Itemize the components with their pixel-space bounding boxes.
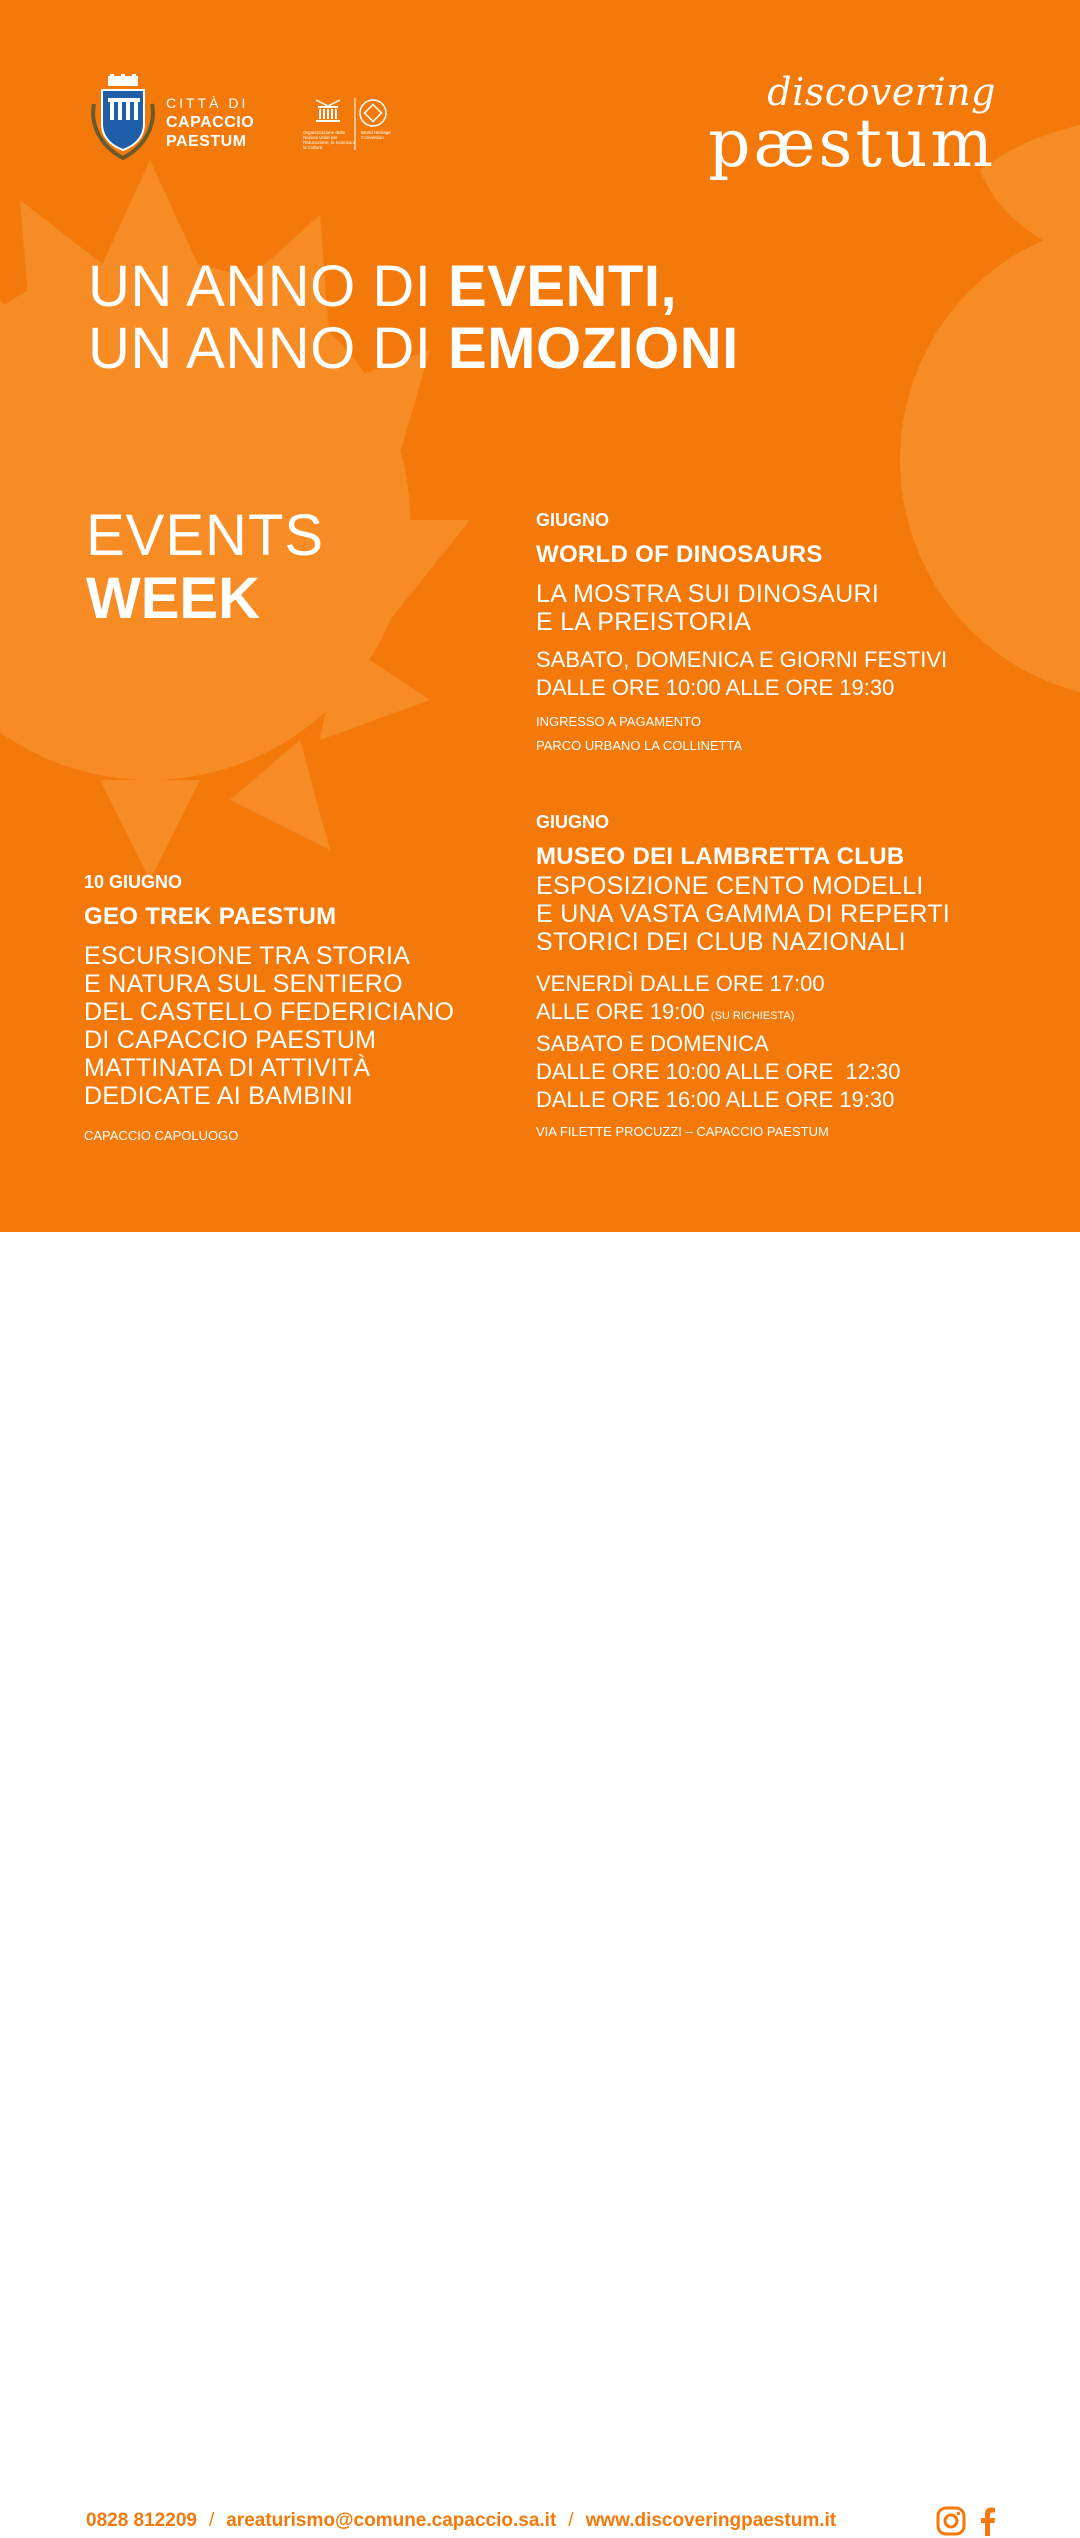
phone-link[interactable]: 0828 812209 [86,2510,197,2531]
event-location: VIA FILETTE PROCUZZI – CAPACCIO PAESTUM [536,1124,829,1139]
email-link[interactable]: areaturismo@comune.capaccio.sa.it [226,2510,557,2531]
event-description [536,872,1016,956]
event-schedule [536,970,1016,1114]
world-heritage-icon [358,98,388,128]
desc-line: DEDICATE AI BAMBINI [84,1082,354,1110]
note-line: INGRESSO A PAGAMENTO [536,714,701,729]
event-month: GIUGNO [536,812,610,832]
event-geo-trek [84,871,504,1148]
facebook-icon[interactable] [978,2506,996,2536]
event-title: GEO TREK PAESTUM [84,903,337,930]
crest-icon [88,74,158,162]
headline-line1 [88,256,739,318]
headline-line2-bold: EMOZIONI [448,316,739,381]
event-notes [536,710,1006,758]
headline [88,256,739,380]
social-links [936,2506,1000,2538]
brand-logo [708,70,996,182]
events-week-light: EVENTS [86,503,325,568]
contact-bar [86,2510,836,2532]
brand-line1: discovering [767,70,996,114]
schedule-line: DALLE ORE 10:00 ALLE ORE 19:30 [536,675,895,700]
event-title: WORLD OF DINOSAURS [536,541,823,568]
city-name [166,94,254,151]
event-location: CAPACCIO CAPOLUOGO [84,1128,239,1143]
schedule-line: DALLE ORE 10:00 ALLE ORE 12:30 [536,1059,901,1084]
schedule-line: DALLE ORE 16:00 ALLE ORE 19:30 [536,1087,895,1112]
whc-text: World Heritage Convention [361,130,391,140]
brand-line2: pæstum [708,105,996,182]
schedule-line [536,998,1016,1030]
headline-line1-bold: EVENTI, [448,254,678,319]
event-month: 10 GIUGNO [84,872,183,892]
desc-line: DI CAPACCIO PAESTUM [84,1026,377,1054]
schedule-line: SABATO, DOMENICA E GIORNI FESTIVI [536,647,948,672]
schedule-line2: ALLE ORE 19:00 [536,999,705,1024]
poster [0,0,1080,1232]
headline-line1-light: UN ANNO DI [88,254,448,319]
separator: / [208,2510,215,2531]
unesco-text: Organizzazione delle Nazioni Unite per l'Educazione, la Scienza e la Cultura [303,130,356,150]
event-title: MUSEO DEI LAMBRETTA CLUB [536,843,905,870]
city-line1: CITTÀ DI [166,95,249,111]
desc-line: E NATURA SUL SENTIERO [84,970,403,998]
event-schedule [536,646,1006,702]
desc-line: STORICI DEI CLUB NAZIONALI [536,928,906,956]
desc-line: MATTINATA DI ATTIVITÀ [84,1054,371,1082]
desc-line: DEL CASTELLO FEDERICIANO [84,998,455,1026]
desc-line: ESCURSIONE TRA STORIA [84,942,411,970]
city-line3: PAESTUM [166,133,247,150]
website-link[interactable]: www.discoveringpaestum.it [585,2510,837,2531]
events-week-bold: WEEK [86,566,260,631]
desc-line: ESPOSIZIONE CENTO MODELLI [536,872,924,900]
separator: / [568,2510,574,2531]
desc-line: E LA PREISTORIA [536,608,752,636]
schedule-note: (SU RICHIESTA) [710,1010,795,1022]
events-week-title [86,505,324,631]
event-description [536,580,1006,636]
schedule-line: SABATO E DOMENICA [536,1031,769,1056]
instagram-icon[interactable] [936,2506,966,2536]
desc-line: E UNA VASTA GAMMA DI REPERTI [536,900,951,928]
event-description [84,942,504,1110]
note-line: PARCO URBANO LA COLLINETTA [536,738,743,753]
event-museo-lambretta [536,811,1016,1144]
event-month: GIUGNO [536,510,610,530]
schedule-line: VENERDÌ DALLE ORE 17:00 [536,971,825,996]
headline-line2-light: UN ANNO DI [88,316,448,381]
headline-line2 [88,318,739,380]
event-world-of-dinosaurs [536,509,1006,758]
city-line2: CAPACCIO [166,114,255,131]
footer [0,1232,1080,2531]
desc-line: LA MOSTRA SUI DINOSAURI [536,580,880,608]
